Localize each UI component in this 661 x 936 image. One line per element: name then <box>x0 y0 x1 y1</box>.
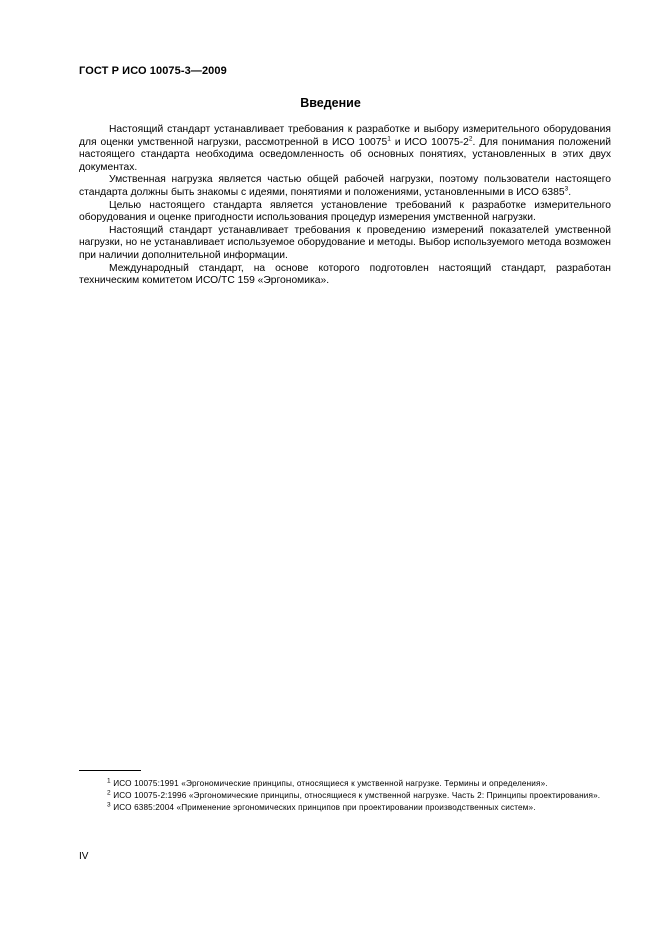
footnote-1 <box>79 778 611 789</box>
paragraph-2-text-a: Умственная нагрузка является частью общей рабочей нагрузки, поэтому пользователи настоящего стандарта должны быть знакомы с идеями, понятиями и положениями, установленными в ИСО 6385 <box>79 174 611 198</box>
paragraph-4: Настоящий стандарт устанавливает требования к проведению измерений показателей умственной нагрузки, но не устанавливает используемое оборудование и методы. Выбор используемого метода возможен при наличии дополнительной информации. <box>79 224 611 261</box>
paragraph-1 <box>79 124 611 174</box>
footnote-1-text: ИСО 10075:1991 «Эргономические принципы, относящиеся к умственной нагрузке. Термины и определения». <box>113 779 548 788</box>
paragraph-2 <box>79 174 611 199</box>
footnotes <box>79 778 611 814</box>
footnote-ref-1: 1 <box>387 135 391 143</box>
footnote-divider <box>79 770 141 771</box>
section-title: Введение <box>300 96 361 110</box>
paragraph-1-text-b: и ИСО 10075-2 <box>390 136 469 148</box>
footnote-3-text: ИСО 6385:2004 «Применение эргономических принципов при проектировании производственных систем». <box>113 803 536 812</box>
footnote-1-mark: 1 <box>107 777 111 785</box>
document-code-header: ГОСТ Р ИСО 10075-3—2009 <box>79 65 227 77</box>
footnote-ref-3: 3 <box>564 185 569 193</box>
footnote-3-mark: 3 <box>107 801 111 809</box>
page-number: IV <box>79 851 89 862</box>
footnote-3 <box>79 802 611 813</box>
paragraph-5: Международный стандарт, на основе которого подготовлен настоящий стандарт, разработан техническим комитетом ИСО/ТС 159 «Эргономика». <box>79 262 611 287</box>
footnote-2-text: ИСО 10075-2:1996 «Эргономические принципы, относящиеся к умственной нагрузке. Часть 2: Принципы проектирования». <box>113 791 601 800</box>
paragraph-3: Целью настоящего стандарта является установление требований к разработке измерительного оборудования и оценке пригодности использования процедур измерения умственной нагрузки. <box>79 199 611 224</box>
paragraph-1-text-a: Настоящий стандарт устанавливает требования к разработке и выбору измерительного оборудования для оценки умственной нагрузки, рассмотренной в ИСО 10075 <box>79 124 611 148</box>
paragraph-1-text-c: . Для понимания положений настоящего стандарта необходима осведомленность об основных понятиях, установленных в этих двух документах. <box>79 136 612 173</box>
footnote-2 <box>79 790 611 801</box>
footnote-2-mark: 2 <box>107 789 111 797</box>
footnote-ref-2: 2 <box>468 135 473 143</box>
paragraph-2-text-b: . <box>568 186 572 198</box>
introduction-body <box>79 124 611 288</box>
